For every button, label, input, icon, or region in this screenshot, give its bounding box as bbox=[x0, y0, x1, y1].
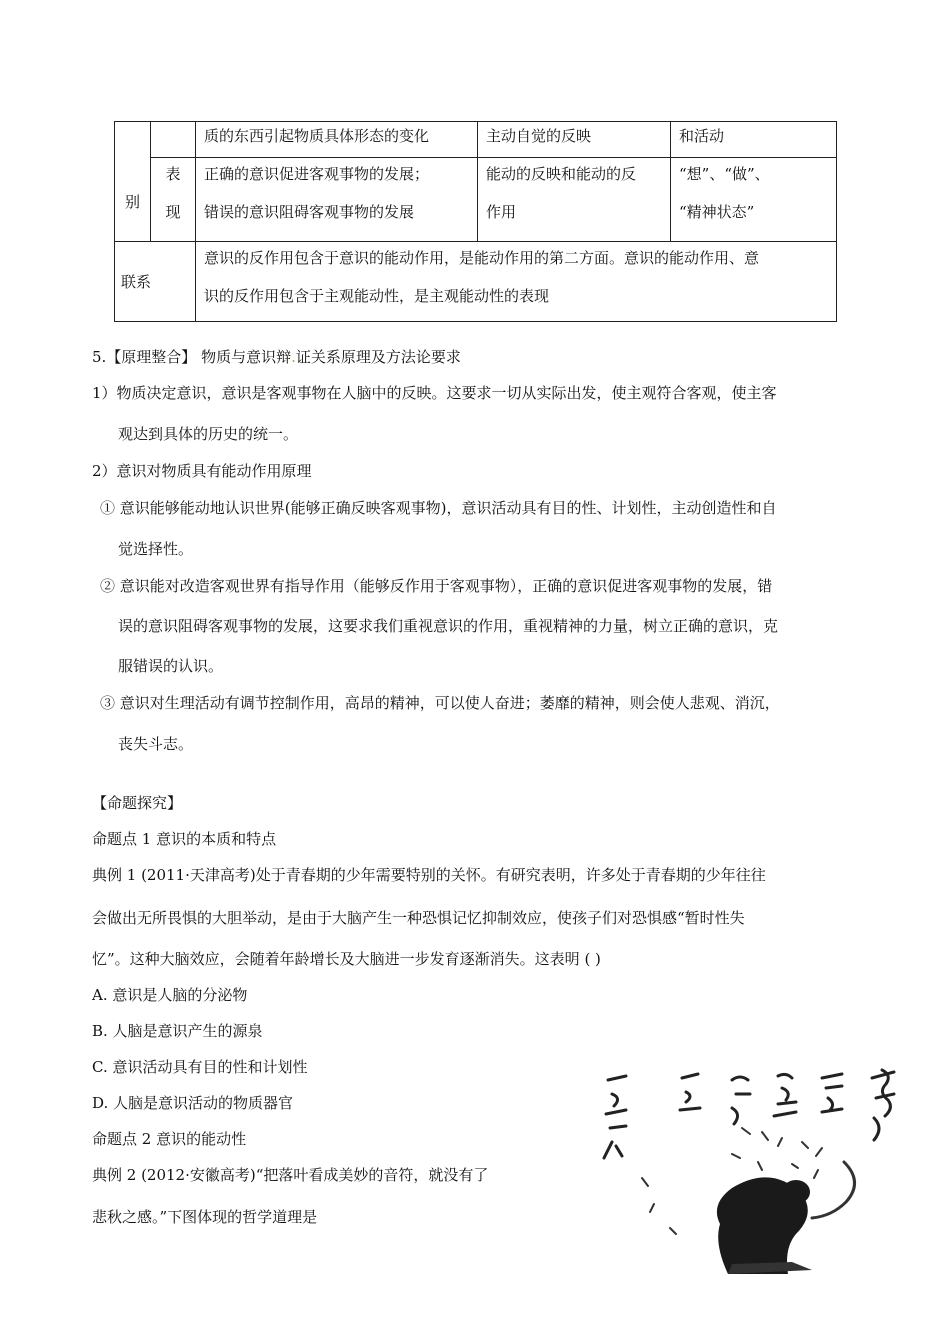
row-sub-label: 表 现 bbox=[151, 158, 196, 242]
subsection-title: 命题点 2 意识的能动性 bbox=[92, 1130, 247, 1148]
paragraph-line: 会做出无所畏惧的大胆举动，是由于大脑产生一种恐惧记忆抑制效应，使孩子们对恐惧感“暂时性失 bbox=[92, 909, 745, 927]
leaf-stroke bbox=[642, 1178, 676, 1234]
paragraph-line: 觉选择性。 bbox=[118, 540, 194, 558]
row-sub-label bbox=[151, 122, 196, 158]
leaf-stroke bbox=[732, 1154, 818, 1178]
brush-stroke bbox=[732, 1077, 750, 1124]
paragraph-line: 1）物质决定意识，意识是客观事物在人脑中的反映。这要求一切从实际出发，使主观符合客观，使主客 bbox=[92, 384, 777, 402]
paragraph-line: 典例 2 (2012·安徽高考)“把落叶看成美妙的音符，就没有了 bbox=[92, 1166, 489, 1184]
table-row bbox=[115, 122, 837, 158]
table-row bbox=[115, 158, 837, 242]
option-b: B. 人脑是意识产生的源泉 bbox=[92, 1022, 263, 1040]
table-cell: 正确的意识促进客观事物的发展； 错误的意识阻碍客观事物的发展 bbox=[196, 158, 478, 242]
option-a: A. 意识是人脑的分泌物 bbox=[92, 986, 248, 1004]
brush-stroke bbox=[822, 1074, 842, 1112]
paragraph-line: 悲秋之感。”下图体现的哲学道理是 bbox=[92, 1208, 318, 1226]
paragraph-line: 丧失斗志。 bbox=[118, 735, 194, 753]
brush-stroke bbox=[882, 1070, 890, 1116]
row-label-lianxi: 联系 bbox=[115, 242, 196, 322]
table-cell: 能动的反映和能动的反 作用 bbox=[478, 158, 671, 242]
paragraph-line: 2）意识对物质具有能动作用原理 bbox=[92, 462, 312, 480]
comparison-table bbox=[114, 121, 837, 322]
option-d: D. 人脑是意识活动的物质器官 bbox=[92, 1094, 294, 1112]
brush-stroke bbox=[604, 1142, 622, 1158]
section-heading: 5.【原理整合】 物质与意识辩.证关系原理及方法论要求 bbox=[92, 348, 461, 366]
paragraph-line: 误的意识阻碍客观事物的发展，这要求我们重视意识的作用，重视精神的力量，树立正确的意识，克 bbox=[118, 617, 779, 635]
section-title: 【命题探究】 bbox=[92, 794, 183, 812]
list-item: ② 意识能对改造客观世界有指导作用（能够反作用于客观事物），正确的意识促进客观事物的发展，错 bbox=[100, 577, 773, 595]
leaf-stroke bbox=[742, 1128, 822, 1156]
row-side-label bbox=[115, 122, 151, 242]
table-cell: 意识的反作用包含于意识的能动作用，是能动作用的第二方面。意识的能动作用、意 识的反作用包含于主观能动性，是主观能动性的表现 bbox=[196, 242, 837, 322]
paragraph-line: 服错误的认识。 bbox=[118, 657, 224, 675]
paragraph-line: 观达到具体的历史的统一。 bbox=[118, 425, 299, 443]
list-item: ③ 意识对生理活动有调节控制作用，高昂的精神，可以使人奋进；萎靡的精神，则会使人悲观、消沉， bbox=[100, 694, 780, 712]
brush-stroke bbox=[680, 1074, 700, 1110]
table-cell: 质的东西引起物质具体形态的变化 bbox=[196, 122, 478, 158]
brush-stroke bbox=[606, 1076, 626, 1128]
side-label-bie: 别 bbox=[124, 193, 140, 211]
brush-stroke bbox=[774, 1074, 796, 1116]
subsection-title: 命题点 1 意识的本质和特点 bbox=[92, 830, 277, 848]
table-cell: “想”、“做”、 “精神状态” bbox=[671, 158, 837, 242]
paragraph-line: 典例 1 (2011·天津高考)处于青春期的少年需要特别的关怀。有研究表明，许多处于青春期的少年往往 bbox=[92, 866, 766, 884]
calligraphy-illustration bbox=[582, 1058, 910, 1280]
list-item: ① 意识能够能动地认识世界(能够正确反映客观事物)，意识活动具有目的性、计划性，主动创造性和自 bbox=[100, 499, 777, 517]
table-cell: 和活动 bbox=[671, 122, 837, 158]
paragraph-line: 忆”。这种大脑效应，会随着年龄增长及大脑进一步发育逐渐消失。这表明 ( ) bbox=[92, 950, 601, 968]
table-row bbox=[115, 242, 837, 322]
ink-head bbox=[782, 1180, 810, 1204]
table-cell: 主动自觉的反映 bbox=[478, 122, 671, 158]
option-c: C. 意识活动具有目的性和计划性 bbox=[92, 1058, 308, 1076]
